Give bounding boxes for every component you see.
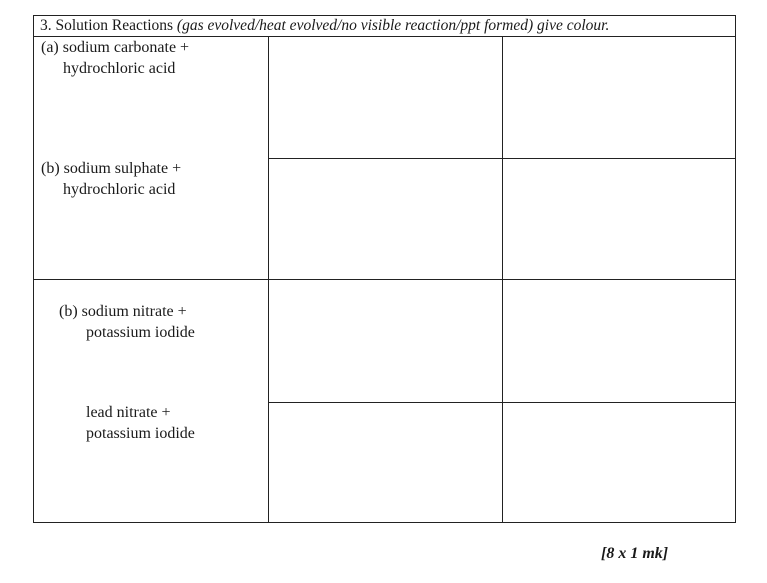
reaction-table xyxy=(33,15,736,523)
question-header xyxy=(34,16,735,37)
reaction-b-line1: (b) sodium sulphate + xyxy=(41,160,182,177)
reaction-b-line2: hydrochloric acid xyxy=(63,181,176,198)
reaction-b-label xyxy=(41,158,181,200)
reaction-c-line2: potassium iodide xyxy=(86,324,195,341)
reaction-d-line1: lead nitrate + xyxy=(86,404,171,421)
answer-cell-c-observation[interactable] xyxy=(269,280,502,402)
answer-cell-b-inference[interactable] xyxy=(503,159,736,279)
answer-cell-c-inference[interactable] xyxy=(503,280,736,402)
reaction-c-line1: (b) sodium nitrate + xyxy=(59,303,187,320)
answer-cell-b-observation[interactable] xyxy=(269,159,502,279)
answer-cell-d-inference[interactable] xyxy=(503,403,736,523)
marks-allocation: [8 x 1 mk] xyxy=(601,545,669,562)
answer-cell-a-observation[interactable] xyxy=(269,37,502,158)
reaction-c-label xyxy=(59,301,195,343)
answer-cell-d-observation[interactable] xyxy=(269,403,502,523)
reaction-a-label xyxy=(41,37,189,79)
reaction-d-label xyxy=(86,402,195,444)
question-title: 3. Solution Reactions xyxy=(40,17,174,34)
reaction-a-line2: hydrochloric acid xyxy=(63,60,176,77)
reaction-d-line2: potassium iodide xyxy=(86,425,195,442)
answer-cell-a-inference[interactable] xyxy=(503,37,736,158)
reaction-a-line1: (a) sodium carbonate + xyxy=(41,39,190,56)
question-instruction: (gas evolved/heat evolved/no visible reaction/ppt formed) give colour. xyxy=(176,17,610,34)
